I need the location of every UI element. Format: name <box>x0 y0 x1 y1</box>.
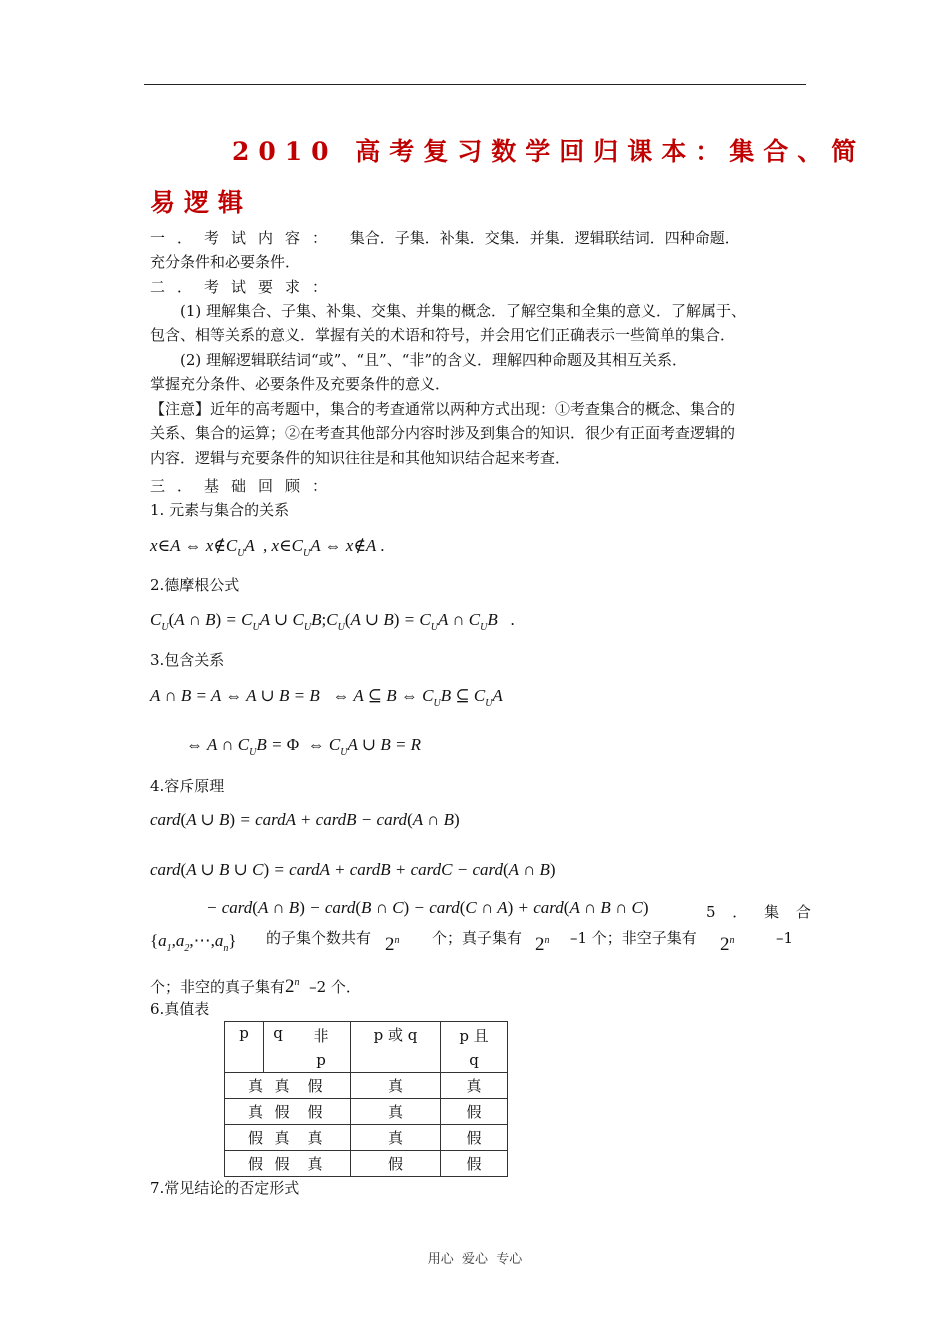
cell: 真 <box>441 1073 508 1099</box>
cell: 真 <box>274 1077 290 1095</box>
section1-heading: 一．考试内容： <box>150 229 340 247</box>
header-p-or-q: p 或 q <box>351 1022 441 1073</box>
formula-de-morgan: $C_U(A$ ∩ $B) = C_UA$ ∪ $C_UB;C_U(A$ ∪ $B) = C_UA$ ∩ $C_UB$ . <box>150 610 515 633</box>
note-line1 <box>150 397 735 421</box>
cell: 假 <box>247 1129 263 1147</box>
header-rule <box>144 84 806 85</box>
cell: 真 <box>274 1129 290 1147</box>
pow-2n-d: 2$^n$ <box>285 976 300 997</box>
truth-table-row-pqnot <box>225 1073 351 1099</box>
section1 <box>150 226 740 250</box>
item5-text4: –1 <box>776 929 794 947</box>
formula-inclusion-exclusion-2: card(A ∪ B ∪ C) = cardA + cardB + cardC − card(A ∩ B) <box>150 860 556 879</box>
section2-p2a: (2) 理解逻辑联结词“或”、“且”、“非”的含义．理解四种命题及其相互关系． <box>180 351 688 369</box>
section2-heading: 二．考试要求： <box>150 278 340 296</box>
item5-text6: –2 个． <box>309 978 361 996</box>
truth-table-header-pq-not <box>225 1022 351 1073</box>
cell: 假 <box>307 1103 323 1121</box>
item7-label: 7.常见结论的否定形式 <box>150 1179 300 1197</box>
section3-heading: 三．基础回顾： <box>150 477 340 495</box>
note-tag: 【注意】 <box>150 400 211 418</box>
section2-p1b: 包含、相等关系的意义．掌握有关的术语和符号，并会用它们正确表示一些简单的集合． <box>150 326 736 344</box>
item4-label: 4.容斥原理 <box>150 777 225 795</box>
pow-2n-a: 2$^n$ <box>385 934 400 955</box>
item1-label: 1. 元素与集合的关系 <box>150 501 290 519</box>
item6-label: 6.真值表 <box>150 1000 210 1018</box>
cell: 真 <box>307 1129 323 1147</box>
formula-inclusion-2: ⇔ A ∩ $C_UB = \Phi$ ⇔ $C_UA$ ∪ B = R <box>186 735 422 758</box>
cell: 假 <box>247 1155 263 1173</box>
cell: 假 <box>307 1077 323 1095</box>
header-not-p: 非 p <box>313 1027 329 1069</box>
pow-2n-c: 2$^n$ <box>720 934 735 955</box>
page-footer: 用心 爱心 专心 <box>427 1252 523 1267</box>
section2-p1a: (1) 理解集合、子集、补集、交集、并集的概念．了解空集和全集的意义．了解属于、 <box>180 302 747 320</box>
truth-table-row <box>225 1073 508 1099</box>
item3-label: 3.包含关系 <box>150 651 225 669</box>
formula-inclusion-1: A ∩ B = A ⇔ A ∪ B = B ⇔ A ⊆ B ⇔ $C_UB$ ⊆ $C_UA$ <box>150 686 503 709</box>
cell: 假 <box>274 1103 290 1121</box>
pow-2n-b: 2$^n$ <box>535 934 550 955</box>
set-notation: $\{a_1,a_2,\cdots,a_n\}$ <box>150 931 237 954</box>
cell: 假 <box>441 1099 508 1125</box>
section2-p2b: 掌握充分条件、必要条件及充要条件的意义． <box>150 375 451 393</box>
cell: 假 <box>351 1151 441 1177</box>
note-text1: 近年的高考题中，集合的考查通常以两种方式出现：①考查集合的概念、集合的 <box>210 400 736 418</box>
note-line2: 关系、集合的运算；②在考查其他部分内容时涉及到集合的知识．很少有正面考查逻辑的 <box>150 424 736 442</box>
cell: 真 <box>307 1155 323 1173</box>
cell: 真 <box>351 1099 441 1125</box>
cell: 真 <box>247 1077 263 1095</box>
item5-text1: 的子集个数共有 <box>266 929 372 947</box>
item2-label: 2.德摩根公式 <box>150 576 240 594</box>
cell: 真 <box>351 1125 441 1151</box>
header-p: p <box>239 1024 249 1042</box>
item5-text2: 个；真子集有 <box>432 929 523 947</box>
truth-table <box>224 1021 508 1177</box>
item5-text3: –1 个；非空子集有 <box>570 929 697 947</box>
cell: 真 <box>247 1103 263 1121</box>
truth-table-row-pqnot <box>225 1099 351 1125</box>
cell: 假 <box>441 1151 508 1177</box>
truth-table-row-pqnot <box>225 1125 351 1151</box>
truth-table-row <box>225 1151 508 1177</box>
truth-table-row <box>225 1099 508 1125</box>
formula-inclusion-exclusion-1: card(A ∪ B) = cardA + cardB − card(A ∩ B) <box>150 810 460 829</box>
truth-table-row <box>225 1125 508 1151</box>
note-line3: 内容．逻辑与充要条件的知识往往是和其他知识结合起来考查． <box>150 449 571 467</box>
header-p-and-q: p 且 q <box>441 1022 508 1073</box>
item5-label: 5 ． 集 合 <box>706 903 817 921</box>
doc-title-line2: 易逻辑 <box>150 188 253 217</box>
section1-content: 集合．子集．补集．交集．并集．逻辑联结词．四种命题． <box>349 229 740 247</box>
cell: 假 <box>274 1155 290 1173</box>
item5-text5: 个；非空的真子集有 <box>150 978 286 996</box>
item5-line2 <box>150 971 361 999</box>
section1-cont: 充分条件和必要条件． <box>150 253 301 271</box>
truth-table-header <box>225 1022 508 1073</box>
formula-inclusion-exclusion-3: − card(A ∩ B) − card(B ∩ C) − card(C ∩ A) + card(A ∩ B ∩ C) <box>206 898 649 917</box>
formula-element-relation: x∈A ⇔ $x\notin C_UA$ , $x\in C_UA$ ⇔ x∉A . <box>150 536 385 559</box>
truth-table-row-pqnot <box>225 1151 351 1177</box>
doc-title-line1: 2010 高考复习数学回归课本：集合、简 <box>232 137 866 166</box>
cell: 真 <box>351 1073 441 1099</box>
header-q: q <box>263 1022 292 1072</box>
cell: 假 <box>441 1125 508 1151</box>
